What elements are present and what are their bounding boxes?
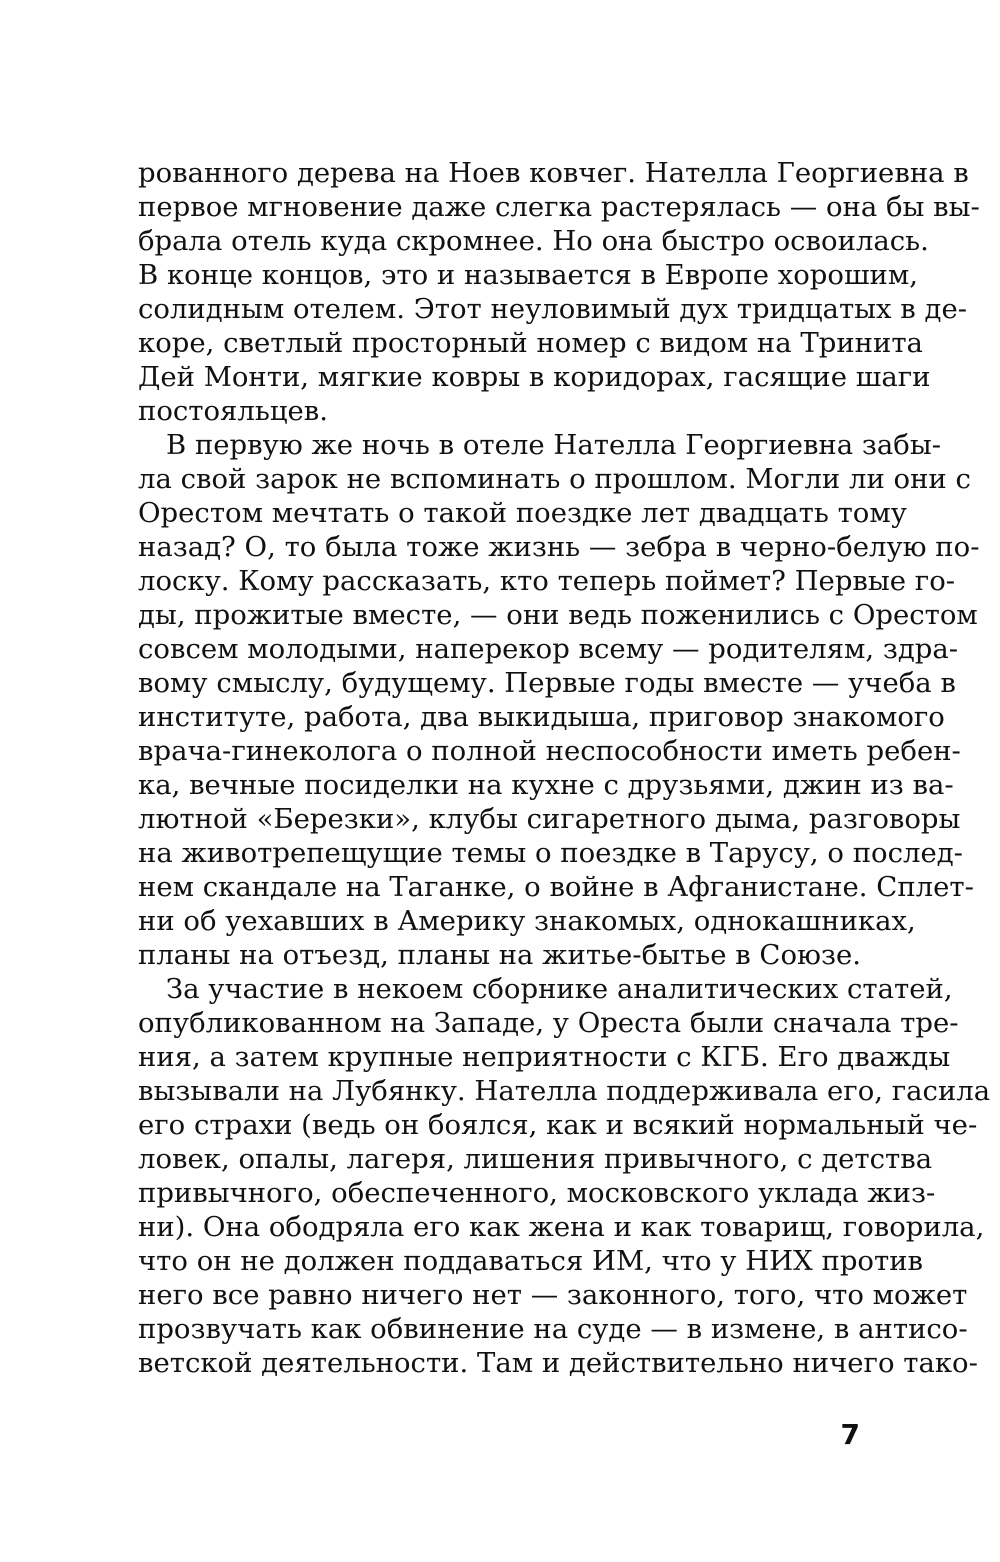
text-line: За участие в некоем сборнике аналитических статей, (166, 973, 953, 1005)
text-line: ния, а затем крупные неприятности с КГБ. Его дважды (138, 1041, 951, 1073)
text-line: его страхи (ведь он боялся, как и всякий нормальный че- (138, 1109, 978, 1141)
text-line: рованного дерева на Ноев ковчег. Нателла Георгиевна в (138, 157, 969, 189)
text-line: лютной «Березки», клубы сигаретного дыма, разговоры (138, 803, 961, 835)
body-text (138, 156, 991, 1380)
text-line: постояльцев. (138, 395, 329, 427)
text-line: вому смыслу, будущему. Первые годы вместе — учеба в (138, 667, 956, 699)
page-number: 7 (840, 1418, 860, 1451)
text-line: что он не должен поддаваться ИМ, что у НИХ против (138, 1245, 923, 1277)
text-line: него все равно ничего нет — законного, того, что может (138, 1279, 968, 1311)
text-line: ла свой зарок не вспоминать о прошлом. Могли ли они с (138, 463, 971, 495)
text-line: Дей Монти, мягкие ковры в коридорах, гасящие шаги (138, 361, 931, 393)
text-line: ка, вечные посиделки на кухне с друзьями, джин из ва- (138, 769, 954, 801)
text-line: ветской деятельности. Там и действительно ничего тако- (138, 1347, 978, 1379)
text-line: лоску. Кому рассказать, кто теперь поймет? Первые го- (138, 565, 956, 597)
text-line: прозвучать как обвинение на суде — в измене, в антисо- (138, 1313, 968, 1345)
text-line: планы на отъезд, планы на житье-бытье в Союзе. (138, 939, 861, 971)
text-line: ни). Она ободряла его как жена и как товарищ, говорила, (138, 1211, 985, 1243)
text-line: ловек, опалы, лагеря, лишения привычного, с детства (138, 1143, 933, 1175)
text-line: привычного, обеспеченного, московского уклада жиз- (138, 1177, 936, 1209)
text-line: ни об уехавших в Америку знакомых, однокашниках, (138, 905, 916, 937)
text-line: опубликованном на Западе, у Ореста были сначала тре- (138, 1007, 959, 1039)
text-line: коре, светлый просторный номер с видом на Тринита (138, 327, 923, 359)
text-line: институте, работа, два выкидыша, приговор знакомого (138, 701, 945, 733)
text-line: брала отель куда скромнее. Но она быстро освоилась. (138, 225, 929, 257)
text-line: вызывали на Лубянку. Нателла поддерживала его, гасила (138, 1075, 991, 1107)
text-line: совсем молодыми, наперекор всему — родителям, здра- (138, 633, 959, 665)
text-line: назад? О, то была тоже жизнь — зебра в черно-белую по- (138, 531, 980, 563)
text-line: на животрепещущие темы о поездке в Тарусу, о послед- (138, 837, 963, 869)
text-line: ды, прожитые вместе, — они ведь поженились с Орестом (138, 599, 978, 631)
text-line: В первую же ночь в отеле Нателла Георгиевна забы- (166, 429, 942, 461)
text-line: солидным отелем. Этот неуловимый дух тридцатых в де- (138, 293, 968, 325)
text-line: врача-гинеколога о полной неспособности иметь ребен- (138, 735, 961, 767)
text-line: В конце концов, это и называется в Европе хорошим, (138, 259, 918, 291)
text-line: Орестом мечтать о такой поездке лет двадцать тому (138, 497, 907, 529)
text-line: нем скандале на Таганке, о войне в Афганистане. Сплет- (138, 871, 974, 903)
text-line: первое мгновение даже слегка растерялась — она бы вы- (138, 191, 980, 223)
